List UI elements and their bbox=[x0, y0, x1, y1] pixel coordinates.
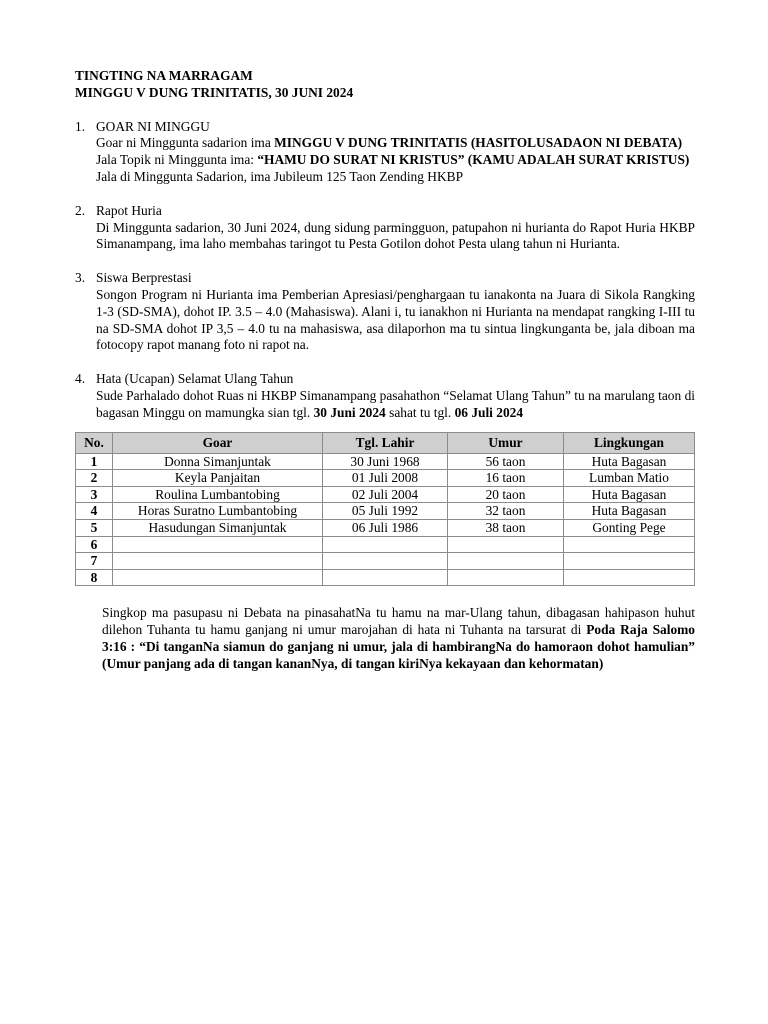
cell-umur: 16 taon bbox=[448, 470, 564, 487]
section-heading: GOAR NI MINGGU bbox=[96, 118, 210, 134]
cell-umur: 32 taon bbox=[448, 503, 564, 520]
cell-goar bbox=[113, 569, 323, 586]
section-paragraph: Songon Program ni Hurianta ima Pemberian Apresiasi/penghargaan tu ianakonta na Juara di Sikola Rangking 1-3 (SD-SMA), dohot IP. 3.5 – 4.0 (Mahasiswa). Alani i, tu ianakhon ni Hurianta na mendapat rangking I-III tu na SD-SMA dohot IP 3,5 – 4.0 tu na mahasiswa, asa dilaporhon ma tu sintua lingkunganta be, jala diboan ma fotocopy rapot manang foto ni rapot na. bbox=[96, 286, 695, 353]
table-row bbox=[76, 470, 695, 487]
cell-goar: Horas Suratno Lumbantobing bbox=[113, 503, 323, 520]
section-paragraph bbox=[96, 152, 695, 169]
paragraph-text: Sude Parhalado dohot Ruas ni HKBP Simanampang pasahathon “Selamat Ulang Tahun” tu na marulang taon di bagasan Minggu on mamungka sian tgl. bbox=[96, 387, 695, 420]
paragraph-text: Goar ni Minggunta sadarion ima bbox=[96, 135, 275, 151]
table-body bbox=[76, 453, 695, 586]
column-header-umur: Umur bbox=[448, 432, 564, 453]
cell-lingkungan bbox=[564, 553, 695, 570]
paragraph-bold-text: “HAMU DO SURAT NI KRISTUS” (KAMU ADALAH SURAT KRISTUS) bbox=[257, 152, 690, 168]
cell-no: 6 bbox=[76, 536, 113, 553]
table-row bbox=[76, 519, 695, 536]
paragraph-text: Jala Topik ni Minggunta ima: bbox=[96, 152, 258, 168]
cell-goar bbox=[113, 536, 323, 553]
table-header-row bbox=[76, 432, 695, 453]
closing-text: Singkop ma pasupasu ni Debata na pinasahatNa tu hamu na mar-Ulang tahun, dibagasan hahipason huhut dilehon Tuhanta tu hamu ganjang ni umur marojahan di hata ni Tuhanta na tarsurat di bbox=[102, 605, 695, 638]
cell-goar: Roulina Lumbantobing bbox=[113, 486, 323, 503]
cell-tgl-lahir: 06 Juli 1986 bbox=[323, 519, 448, 536]
cell-no: 7 bbox=[76, 553, 113, 570]
table-row bbox=[76, 569, 695, 586]
cell-umur bbox=[448, 553, 564, 570]
section-paragraph: Di Minggunta sadarion, 30 Juni 2024, dung sidung parmingguon, patupahon ni hurianta do Rapot Huria HKBP Simanampang, ima laho membahas taringot tu Pesta Gotilon dohot Pesta ulang tahun ni Hurianta. bbox=[96, 219, 695, 252]
cell-umur: 56 taon bbox=[448, 453, 564, 470]
cell-umur: 20 taon bbox=[448, 486, 564, 503]
section-ulang-tahun bbox=[75, 371, 695, 421]
table-row bbox=[76, 486, 695, 503]
cell-goar bbox=[113, 553, 323, 570]
cell-goar: Keyla Panjaitan bbox=[113, 470, 323, 487]
paragraph-bold-text: MINGGU V DUNG TRINITATIS (HASITOLUSADAON NI DEBATA) bbox=[274, 135, 683, 151]
section-goar-ni-minggu bbox=[75, 119, 695, 186]
section-rapot-huria bbox=[75, 203, 695, 253]
cell-tgl-lahir: 02 Juli 2004 bbox=[323, 486, 448, 503]
cell-tgl-lahir bbox=[323, 536, 448, 553]
cell-lingkungan bbox=[564, 536, 695, 553]
cell-no: 5 bbox=[76, 519, 113, 536]
cell-tgl-lahir bbox=[323, 569, 448, 586]
cell-no: 3 bbox=[76, 486, 113, 503]
cell-no: 8 bbox=[76, 569, 113, 586]
document-subtitle: MINGGU V DUNG TRINITATIS, 30 JUNI 2024 bbox=[75, 84, 354, 100]
birthday-table bbox=[75, 432, 695, 587]
cell-tgl-lahir bbox=[323, 553, 448, 570]
table-row bbox=[76, 536, 695, 553]
cell-tgl-lahir: 01 Juli 2008 bbox=[323, 470, 448, 487]
table-row bbox=[76, 453, 695, 470]
cell-goar: Donna Simanjuntak bbox=[113, 453, 323, 470]
column-header-goar: Goar bbox=[113, 432, 323, 453]
cell-lingkungan: Huta Bagasan bbox=[564, 503, 695, 520]
document-title: TINGTING NA MARRAGAM bbox=[75, 68, 253, 83]
section-siswa-berprestasi bbox=[75, 270, 695, 354]
section-paragraph: Jala di Minggunta Sadarion, ima Jubileum 125 Taon Zending HKBP bbox=[96, 168, 464, 184]
section-number: 2. bbox=[75, 202, 86, 218]
column-header-lingkungan: Lingkungan bbox=[564, 432, 695, 453]
cell-umur bbox=[448, 536, 564, 553]
cell-lingkungan: Gonting Pege bbox=[564, 519, 695, 536]
section-paragraph bbox=[96, 388, 695, 422]
document-page bbox=[75, 68, 695, 672]
cell-tgl-lahir: 05 Juli 1992 bbox=[323, 503, 448, 520]
section-paragraph bbox=[96, 135, 695, 152]
cell-goar: Hasudungan Simanjuntak bbox=[113, 519, 323, 536]
column-header-tgl-lahir: Tgl. Lahir bbox=[323, 432, 448, 453]
section-number: 3. bbox=[75, 270, 86, 286]
cell-tgl-lahir: 30 Juni 1968 bbox=[323, 453, 448, 470]
table-row bbox=[76, 503, 695, 520]
paragraph-text: sahat tu tgl. bbox=[385, 404, 455, 420]
date-to: 06 Juli 2024 bbox=[454, 404, 524, 420]
closing-paragraph bbox=[102, 605, 695, 672]
section-number: 1. bbox=[75, 118, 86, 134]
section-heading: Hata (Ucapan) Selamat Ulang Tahun bbox=[96, 371, 294, 387]
cell-lingkungan: Huta Bagasan bbox=[564, 486, 695, 503]
section-heading: Siswa Berprestasi bbox=[96, 270, 192, 286]
table-row bbox=[76, 553, 695, 570]
cell-lingkungan: Huta Bagasan bbox=[564, 453, 695, 470]
section-heading: Rapot Huria bbox=[96, 202, 162, 218]
cell-no: 2 bbox=[76, 470, 113, 487]
cell-no: 1 bbox=[76, 453, 113, 470]
cell-lingkungan: Lumban Matio bbox=[564, 470, 695, 487]
cell-lingkungan bbox=[564, 569, 695, 586]
cell-no: 4 bbox=[76, 503, 113, 520]
column-header-no: No. bbox=[76, 432, 113, 453]
cell-umur: 38 taon bbox=[448, 519, 564, 536]
closing-verse: Poda Raja Salomo 3:16 : “Di tanganNa siamun do ganjang ni umur, jala di hambirangNa do hamoraon dohot hamulian” (Umur panjang ada di tangan kananNya, di tangan kiriNya kekayaan dan kehormatan) bbox=[102, 622, 695, 671]
section-number: 4. bbox=[75, 371, 86, 387]
date-from: 30 Juni 2024 bbox=[313, 404, 386, 420]
cell-umur bbox=[448, 569, 564, 586]
